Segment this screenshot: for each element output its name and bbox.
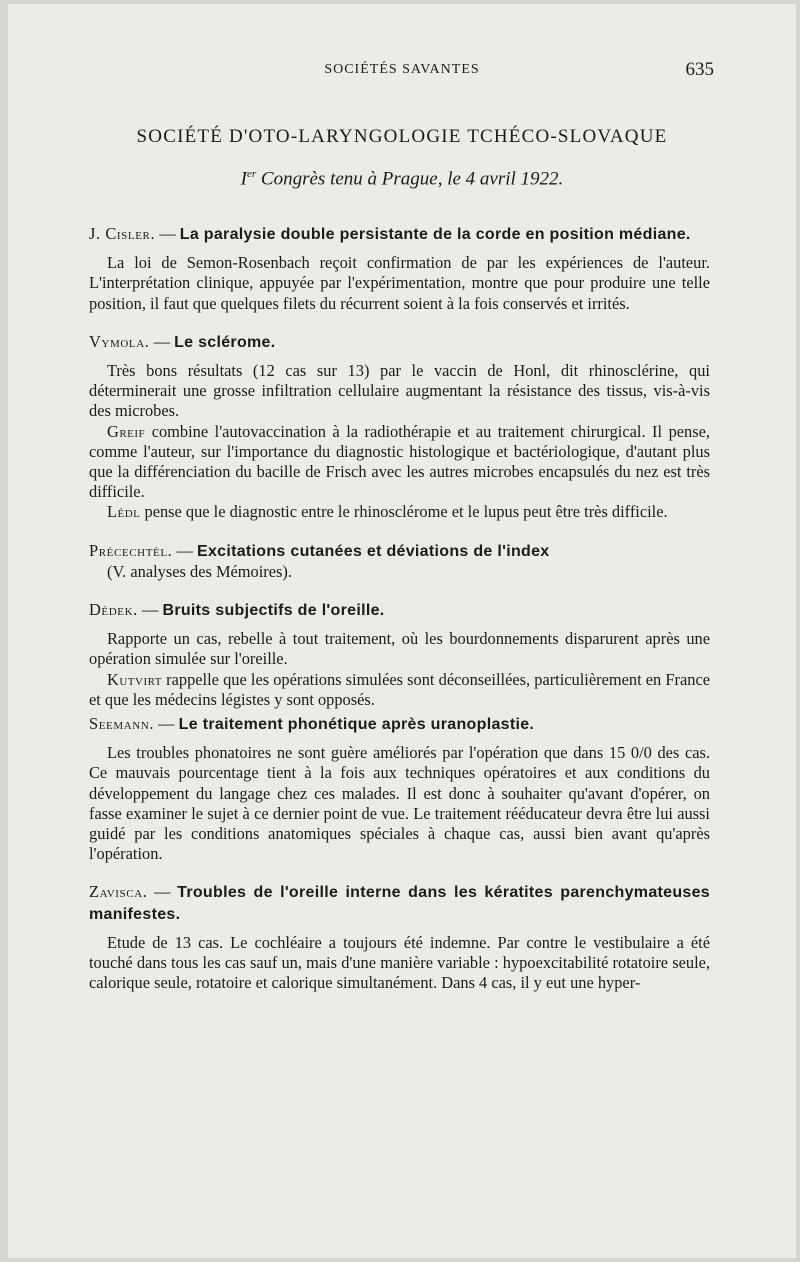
page-number: 635 [685, 59, 714, 80]
entry-heading [89, 332, 710, 353]
entry-reference: (V. analyses des Mémoires). [107, 561, 292, 581]
entry-dash: — [172, 540, 197, 560]
entry-title: Bruits subjectifs de l'oreille. [162, 602, 385, 620]
discussant-name: Greif [107, 421, 146, 441]
communication-entry [89, 332, 710, 523]
paragraph-text: La loi de Semon-Rosenbach reçoit confirmation de par les expériences de l'auteur. L'interprétation clinique, appuyée par l'expérimentation, montre que pour produire une telle position, il faut que quelques filets du récurrent soient à la fois conservés et irrités. [89, 253, 710, 313]
page-header [8, 59, 796, 86]
entry-heading [89, 224, 710, 245]
entry-paragraph [89, 253, 710, 314]
entry-heading [89, 714, 710, 735]
entry-author: Précechtèl. [89, 540, 173, 560]
entry-title: Le sclérome. [174, 333, 276, 351]
communications-list [89, 224, 710, 994]
congress-ordinal: I [240, 168, 247, 190]
entry-paragraph [89, 629, 710, 669]
communication-entry [89, 714, 710, 864]
entry-author: Zavisca. [89, 882, 148, 902]
entry-paragraph [89, 670, 710, 710]
congress-text: Congrès tenu à Prague, le 4 avril 1922. [256, 168, 564, 190]
entry-heading [89, 882, 710, 924]
communication-entry [89, 600, 710, 710]
entry-paragraph [89, 361, 710, 422]
entry-dash: — [154, 714, 179, 734]
journal-page [8, 4, 796, 1258]
entry-dash: — [155, 224, 180, 243]
discussant-name: Lédl [107, 502, 141, 522]
entry-author: Dédek. [89, 600, 138, 620]
communication-entry [89, 882, 710, 993]
entry-author: J. Cisler. [89, 224, 156, 243]
society-title: SOCIÉTÉ D'OTO-LARYNGOLOGIE TCHÉCO-SLOVAQUE [136, 126, 668, 147]
paragraph-text: rappelle que les opérations simulées sont déconseillées, particulièrement en France et que les médecins légistes y sont opposés. [89, 669, 710, 709]
entry-author: Seemann. [89, 714, 155, 734]
paragraph-text: Rapporte un cas, rebelle à tout traitement, où les bourdonnements disparurent après une opération simulée sur l'oreille. [89, 629, 710, 669]
paragraph-text: Etude de 13 cas. Le cochléaire a toujours été indemne. Par contre le vestibulaire a été touché dans tous les cas sauf un, mais d'une manière variable : hypoexcitabilité rotatoire seule, calorique seule, rotatoire et calorique simultanément. Dans 4 cas, il y eut une hyper- [89, 932, 710, 993]
paragraph-text: pense que le diagnostic entre le rhinosclérome et le lupus peut être très difficile. [140, 502, 668, 522]
discussant-name: Kutvirt [107, 669, 163, 689]
paragraph-text: combine l'autovaccination à la radiothérapie et au traitement chirurgical. Il pense, comme l'auteur, sur l'importance du diagnostic histologique et bactériologique, d'autant plus que la différenciation du bacille de Frisch avec les autres microbes encapsulés du nez est très difficile. [89, 421, 710, 502]
entry-dash: — [149, 331, 175, 351]
communication-entry [89, 541, 710, 582]
entry-dash: — [147, 882, 178, 902]
entry-heading [89, 541, 710, 562]
entry-title: Le traitement phonétique après uranoplastie. [178, 716, 535, 734]
entry-paragraph [89, 933, 710, 994]
entry-title: Troubles de l'oreille interne dans les kératites parenchymateuses manifestes. [89, 884, 711, 923]
paragraph-text: Très bons résultats (12 cas sur 13) par le vaccin de Honl, dit rhinosclérine, qui déterminerait une grosse infiltration cellulaire augmentant la résistance des tissus, vis-à-vis des microbes. [89, 361, 710, 421]
paragraph-text: Les troubles phonatoires ne sont guère améliorés par l'opération que dans 15 0/0 des cas. Ce mauvais pourcentage tient à la fois aux techniques opératoires et aux conditions du développement du langage chez ces malades. Il est donc à souhaiter qu'avant d'opérer, on fasse examiner le sujet à ce dernier point de vue. Le traitement rééducateur devra être lui aussi guidé par les conditions anatomiques spéciales à chaque cas, aussi bien avant qu'après l'opération. [89, 743, 710, 864]
entry-dash: — [137, 600, 163, 620]
congress-subtitle [8, 168, 796, 190]
entry-title: Excitations cutanées et déviations de l'index [196, 542, 550, 560]
running-title: SOCIÉTÉS SAVANTES [324, 62, 480, 77]
entry-heading [89, 600, 710, 621]
communication-entry [89, 224, 710, 314]
entry-paragraph [89, 422, 710, 503]
entry-author: Vymola. [89, 331, 150, 351]
entry-paragraph [89, 743, 710, 864]
entry-title: La paralysie double persistante de la corde en position médiane. [179, 226, 691, 243]
entry-paragraph [89, 502, 710, 522]
congress-ordinal-suffix: er [247, 168, 257, 180]
